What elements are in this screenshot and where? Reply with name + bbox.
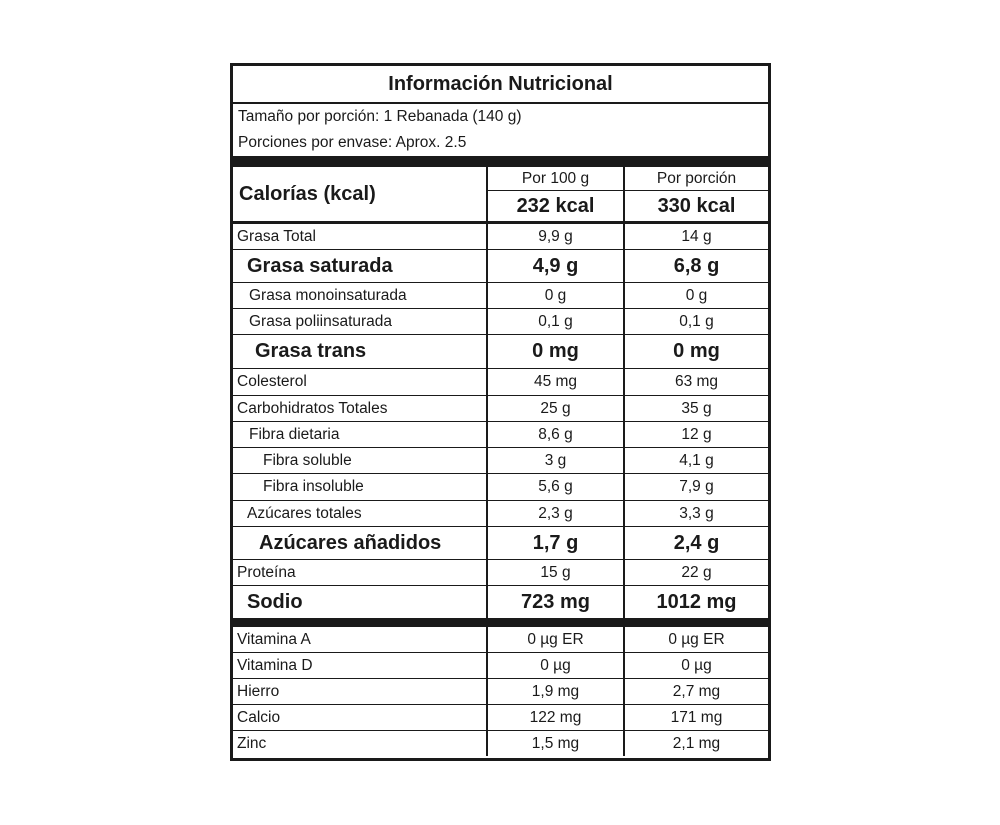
nutrient-row — [233, 422, 768, 448]
micronutrient-per-serving: 2,7 mg — [672, 682, 721, 700]
nutrient-per-serving: 2,4 g — [673, 531, 720, 554]
nutrient-name: Fibra insoluble — [233, 474, 488, 500]
nutrient-per-100g: 8,6 g — [488, 422, 625, 447]
divider-bar — [233, 156, 768, 167]
nutrient-per-serving: 0 mg — [673, 340, 720, 362]
nutrient-row — [233, 283, 768, 309]
serving-size: Tamaño por porción: 1 Rebanada (140 g) — [238, 108, 522, 125]
calories-label: Calorías (kcal) — [233, 167, 488, 221]
calories-per-100g: 232 kcal — [516, 194, 595, 217]
nutrient-per-serving: 4,1 g — [679, 451, 714, 469]
micronutrient-per-serving: 171 mg — [670, 708, 723, 726]
nutrient-per-100g: 723 mg — [488, 586, 625, 618]
nutrient-row — [233, 448, 768, 474]
nutrient-row — [233, 474, 768, 501]
nutrient-name: Grasa trans — [233, 335, 488, 368]
nutrient-name: Proteína — [233, 560, 488, 585]
nutrient-name: Grasa poliinsaturada — [233, 309, 488, 334]
micronutrient-per-serving: 2,1 mg — [672, 734, 721, 752]
nutrient-per-serving: 6,8 g — [673, 254, 720, 277]
per-100g-column-header — [488, 167, 625, 221]
nutrient-per-serving: 1012 mg — [656, 590, 737, 613]
servings-per-container: Porciones por envase: Aprox. 2.5 — [238, 134, 467, 151]
micronutrient-row — [233, 627, 768, 653]
nutrient-per-serving: 7,9 g — [679, 478, 714, 495]
nutrient-per-100g: 0 mg — [488, 335, 625, 368]
micronutrient-name: Zinc — [233, 731, 488, 756]
nutrient-row — [233, 369, 768, 396]
nutrient-row — [233, 586, 768, 618]
nutrient-name: Grasa monoinsaturada — [233, 283, 488, 308]
nutrient-per-100g: 9,9 g — [488, 224, 625, 249]
nutrient-per-100g: 0 g — [488, 283, 625, 308]
nutrient-per-serving: 14 g — [681, 227, 712, 245]
divider-bar — [233, 618, 768, 627]
nutrient-per-serving: 0 g — [685, 286, 708, 304]
nutrient-row — [233, 396, 768, 422]
nutrient-row — [233, 560, 768, 586]
micronutrient-name: Vitamina D — [233, 653, 488, 678]
nutrient-row — [233, 250, 768, 283]
nutrient-name: Grasa Total — [233, 224, 488, 249]
nutrient-row — [233, 224, 768, 250]
nutrient-per-100g: 3 g — [488, 448, 625, 473]
nutrient-row — [233, 309, 768, 335]
nutrient-per-100g: 4,9 g — [488, 250, 625, 282]
nutrient-name: Fibra dietaria — [233, 422, 488, 447]
calories-row — [233, 167, 768, 224]
nutrient-name: Grasa saturada — [233, 250, 488, 282]
nutrient-row — [233, 501, 768, 527]
nutrient-name: Azúcares añadidos — [233, 527, 488, 559]
nutrient-name: Azúcares totales — [233, 501, 488, 526]
nutrient-row — [233, 527, 768, 560]
micronutrient-name: Hierro — [233, 679, 488, 704]
nutrient-per-100g: 1,7 g — [488, 527, 625, 559]
nutrient-per-serving: 12 g — [681, 425, 712, 443]
micronutrient-name: Vitamina A — [233, 627, 488, 652]
nutrient-per-100g: 2,3 g — [488, 501, 625, 526]
micronutrient-per-100g: 122 mg — [488, 705, 625, 730]
per-serving-column-header — [625, 167, 768, 221]
table-title: Información Nutricional — [233, 66, 768, 104]
nutrient-name: Colesterol — [233, 369, 488, 395]
nutrient-row — [233, 335, 768, 369]
micronutrient-per-serving: 0 µg ER — [668, 630, 725, 648]
nutrient-per-100g: 25 g — [488, 396, 625, 421]
micronutrient-row — [233, 679, 768, 705]
micronutrient-per-100g: 0 µg ER — [488, 627, 625, 652]
micronutrient-per-100g: 0 µg — [488, 653, 625, 678]
micronutrient-per-serving: 0 µg — [681, 656, 712, 674]
nutrient-name: Fibra soluble — [233, 448, 488, 473]
calories-per-serving: 330 kcal — [657, 194, 736, 217]
micronutrient-row — [233, 705, 768, 731]
nutrient-per-100g: 15 g — [488, 560, 625, 585]
micronutrient-per-100g: 1,9 mg — [488, 679, 625, 704]
nutrient-per-serving: 3,3 g — [679, 504, 714, 522]
micronutrient-row — [233, 653, 768, 679]
nutrient-name: Carbohidratos Totales — [233, 396, 488, 421]
per-serving-header: Por porción — [625, 167, 768, 191]
nutrient-per-serving: 22 g — [681, 563, 712, 581]
nutrient-per-serving: 35 g — [681, 399, 712, 417]
nutrient-per-100g: 0,1 g — [488, 309, 625, 334]
nutrient-name: Sodio — [233, 586, 488, 618]
nutrient-per-100g: 45 mg — [488, 369, 625, 395]
nutrient-per-serving: 63 mg — [674, 373, 719, 390]
micronutrient-row — [233, 731, 768, 756]
micronutrient-per-100g: 1,5 mg — [488, 731, 625, 756]
per-100g-header: Por 100 g — [488, 167, 623, 191]
nutrition-facts-table — [230, 63, 771, 761]
nutrient-per-100g: 5,6 g — [488, 474, 625, 500]
nutrient-per-serving: 0,1 g — [679, 312, 714, 330]
micronutrient-name: Calcio — [233, 705, 488, 730]
